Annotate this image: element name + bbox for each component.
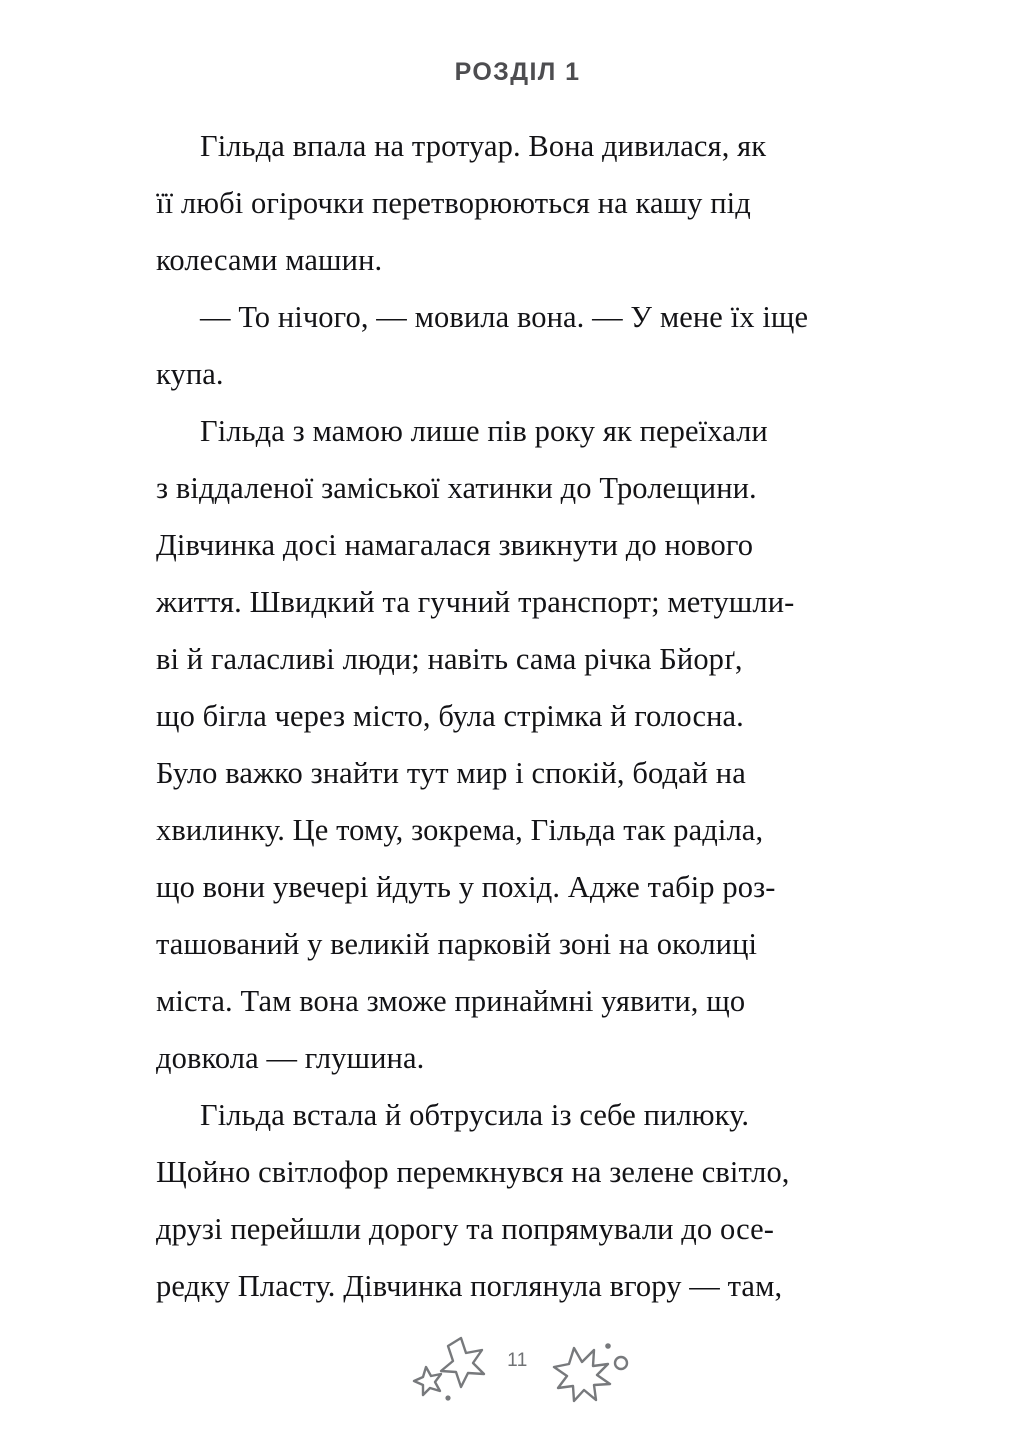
- text-line: друзі перейшли дорогу та попрямували до осе-: [156, 1212, 775, 1246]
- text-line: хвилинку. Це тому, зокрема, Гільда так раділа,: [156, 813, 764, 847]
- text-line: колесами машин.: [156, 243, 383, 277]
- text-line: Було важко знайти тут мир і спокій, бодай на: [156, 756, 746, 790]
- text-line: редку Пласту. Дівчинка поглянула вгору — там,: [156, 1269, 783, 1303]
- paragraph: [156, 403, 878, 1087]
- text-line: Гільда встала й обтрусила із себе пилюку.: [200, 1098, 750, 1132]
- body-text: [156, 118, 878, 1315]
- star-cluster-left-ornament: [404, 1336, 496, 1408]
- paragraph: [156, 118, 878, 289]
- page-number: 11: [507, 1350, 528, 1371]
- text-line: міста. Там вона зможе принаймні уявити, що: [156, 984, 746, 1018]
- text-line: життя. Швидкий та гучний транспорт; метушли-: [156, 585, 795, 619]
- small-dot: [605, 1343, 611, 1349]
- text-line: Гільда з мамою лише пів року як переїхали: [200, 414, 768, 448]
- star-cluster-right-ornament: [544, 1338, 636, 1410]
- text-line: що вони увечері йдуть у похід. Адже табір роз-: [156, 870, 776, 904]
- text-line: з віддаленої заміської хатинки до Тролещини.: [156, 471, 757, 505]
- text-line: довкола — глушина.: [156, 1041, 425, 1075]
- text-line: Гільда впала на тротуар. Вона дивилася, як: [200, 129, 767, 163]
- paragraph: [156, 1087, 878, 1315]
- text-line: купа.: [156, 357, 224, 391]
- page-footer: [0, 1336, 1035, 1432]
- text-line: ташований у великій парковій зоні на околиці: [156, 927, 758, 961]
- small-dot: [445, 1395, 450, 1400]
- text-line: Щойно світлофор перемкнувся на зелене світло,: [156, 1155, 790, 1189]
- text-line: Дівчинка досі намагалася звикнути до нового: [156, 528, 754, 562]
- paragraph: [156, 289, 878, 403]
- text-line: — То нічого, — мовила вона. — У мене їх іще: [200, 300, 809, 334]
- text-line: ві й галасливі люди; навіть сама річка Бйорґ,: [156, 642, 743, 676]
- text-line: її любі огірочки перетворюються на кашу під: [156, 186, 751, 220]
- chapter-heading: РОЗДІЛ 1: [454, 58, 581, 86]
- text-line: що бігла через місто, була стрімка й голосна.: [156, 699, 744, 733]
